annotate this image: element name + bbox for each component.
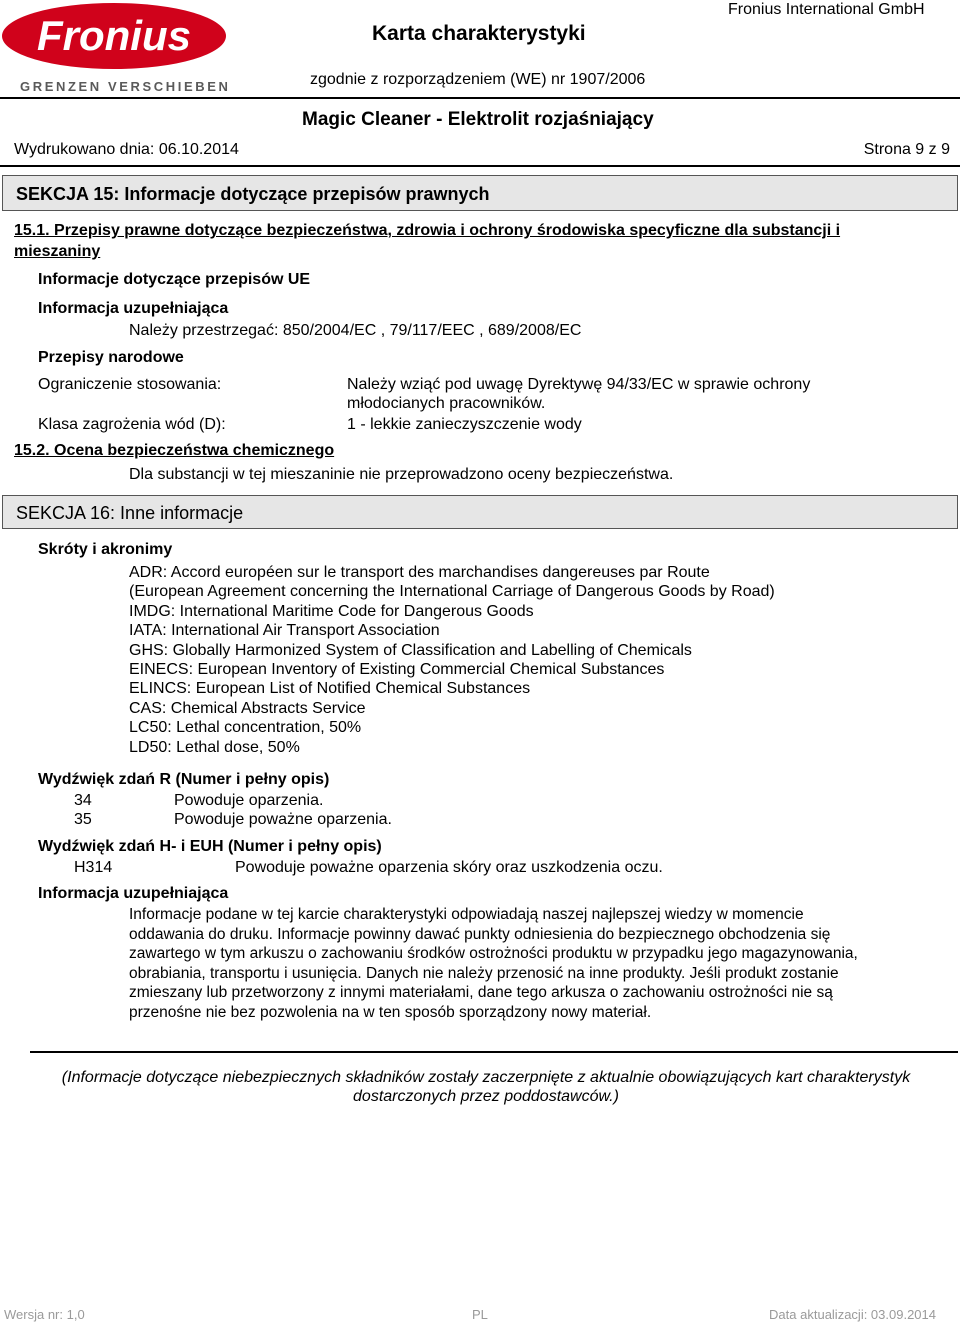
abbreviations-heading: Skróty i akronimy	[38, 541, 173, 558]
svg-text:Fronius: Fronius	[37, 12, 191, 59]
regulation-reference: zgodnie z rozporządzeniem (WE) nr 1907/2006	[310, 71, 646, 88]
supplementary-info-text: Należy przestrzegać: 850/2004/EC , 79/117/EEC , 689/2008/EC	[129, 322, 582, 339]
paragraph-line: oddawania do druku. Informacje powinny dawać punkty odniesienia do bezpiecznego obchodzenia się	[129, 925, 831, 943]
header-divider-lower	[0, 165, 960, 167]
paragraph-line: obrabiania, transportu i usunięcia. Danych nie należy przenosić na inne produkty. Jeśli produkt zostanie	[129, 964, 839, 982]
eu-regulations-heading: Informacje dotyczące przepisów UE	[38, 271, 311, 288]
print-date: Wydrukowano dnia: 06.10.2014	[14, 141, 239, 158]
subsection-15-1-title: 15.1. Przepisy prawne dotyczące bezpieczeństwa, zdrowia i ochrony środowiska specyficzne dla substancji i	[14, 222, 841, 239]
r-phrase-text: Powoduje oparzenia.	[174, 792, 324, 809]
document-title: Karta charakterystyki	[372, 22, 586, 45]
footnote-line: (Informacje dotyczące niebezpiecznych składników zostały zaczerpnięte z aktualnie obowiązujących kart charakterystyk	[61, 1069, 911, 1086]
fronius-logo-mark	[0, 0, 230, 78]
r-phrase-code: 35	[74, 811, 92, 828]
restriction-value-cont: młodocianych pracowników.	[347, 395, 546, 412]
hazardous-components-footnote	[30, 1068, 942, 1106]
footnote-line: dostarczonych przez poddostawców.)	[353, 1088, 619, 1105]
restriction-value: Należy wziąć pod uwagę Dyrektywę 94/33/EC w sprawie ochrony	[347, 376, 811, 393]
list-item: ELINCS: European List of Notified Chemical Substances	[129, 680, 531, 698]
list-item: ADR: Accord européen sur le transport des marchandises dangereuses par Route	[129, 564, 710, 581]
additional-info-paragraph	[129, 905, 929, 1022]
list-item: (European Agreement concerning the International Carriage of Dangerous Goods by Road)	[129, 583, 775, 601]
list-item: EINECS: European Inventory of Existing Commercial Chemical Substances	[129, 661, 665, 679]
subsection-15-1-title-cont: mieszaniny	[14, 243, 101, 260]
paragraph-line: zmieszany lub przetworzony z innymi materiałami, dane tego arkusza o zachowaniu ostrożności nie są	[129, 984, 833, 1001]
list-item: IMDG: International Maritime Code for Dangerous Goods	[129, 602, 534, 620]
chemical-safety-assessment-text: Dla substancji w tej mieszaninie nie przeprowadzono oceny bezpieczeństwa.	[129, 466, 674, 483]
section-15-header: SEKCJA 15: Informacje dotyczące przepisów prawnych	[2, 175, 958, 211]
version-number: Wersja nr: 1,0	[4, 1307, 85, 1322]
additional-info-heading: Informacja uzupełniająca	[38, 885, 229, 902]
water-hazard-class-value: 1 - lekkie zanieczyszczenie wody	[347, 416, 582, 433]
update-date: Data aktualizacji: 03.09.2014	[769, 1307, 936, 1322]
list-item: LC50: Lethal concentration, 50%	[129, 719, 362, 737]
page-number: Strona 9 z 9	[863, 141, 950, 158]
national-regulations-heading: Przepisy narodowe	[38, 349, 184, 366]
abbreviations-list	[129, 563, 775, 757]
h-phrase-text: Powoduje poważne oparzenia skóry oraz uszkodzenia oczu.	[235, 859, 663, 876]
subsection-15-2-title: 15.2. Ocena bezpieczeństwa chemicznego	[14, 442, 335, 459]
fronius-logo	[0, 0, 230, 98]
list-item: LD50: Lethal dose, 50%	[129, 738, 300, 756]
r-phrase-text: Powoduje poważne oparzenia.	[174, 811, 392, 828]
list-item: IATA: International Air Transport Association	[129, 622, 440, 640]
list-item: GHS: Globally Harmonized System of Classification and Labelling of Chemicals	[129, 641, 692, 659]
language-code: PL	[472, 1307, 488, 1322]
r-phrases-heading: Wydźwięk zdań R (Numer i pełny opis)	[38, 771, 330, 788]
h-phrase-code: H314	[74, 859, 113, 876]
list-item: CAS: Chemical Abstracts Service	[129, 699, 366, 717]
supplementary-info-heading: Informacja uzupełniająca	[38, 300, 229, 317]
company-name: Fronius International GmbH	[728, 1, 925, 18]
paragraph-line: Informacje podane w tej karcie charakterystyki odpowiadają naszej najlepszej wiedzy w momencie	[129, 906, 804, 923]
section-16-header: SEKCJA 16: Inne informacje	[2, 495, 958, 529]
water-hazard-class-label: Klasa zagrożenia wód (D):	[38, 416, 226, 433]
r-phrase-code: 34	[74, 792, 92, 809]
paragraph-line: zawartego w tym arkuszu o zachowaniu środków ostrożności produktu w przypadku jego magazynowania,	[129, 945, 858, 962]
header-divider	[0, 97, 960, 99]
content-end-divider	[30, 1051, 958, 1053]
h-phrases-heading: Wydźwięk zdań H- i EUH (Numer i pełny opis)	[38, 838, 382, 855]
logo-tagline: GRENZEN VERSCHIEBEN	[20, 79, 231, 94]
restriction-label: Ograniczenie stosowania:	[38, 376, 222, 393]
product-name: Magic Cleaner - Elektrolit rozjaśniający	[302, 109, 654, 130]
paragraph-line: przenośne nie bez pozwolenia na w ten sposób sporządzony nowy materiał.	[129, 1003, 652, 1021]
